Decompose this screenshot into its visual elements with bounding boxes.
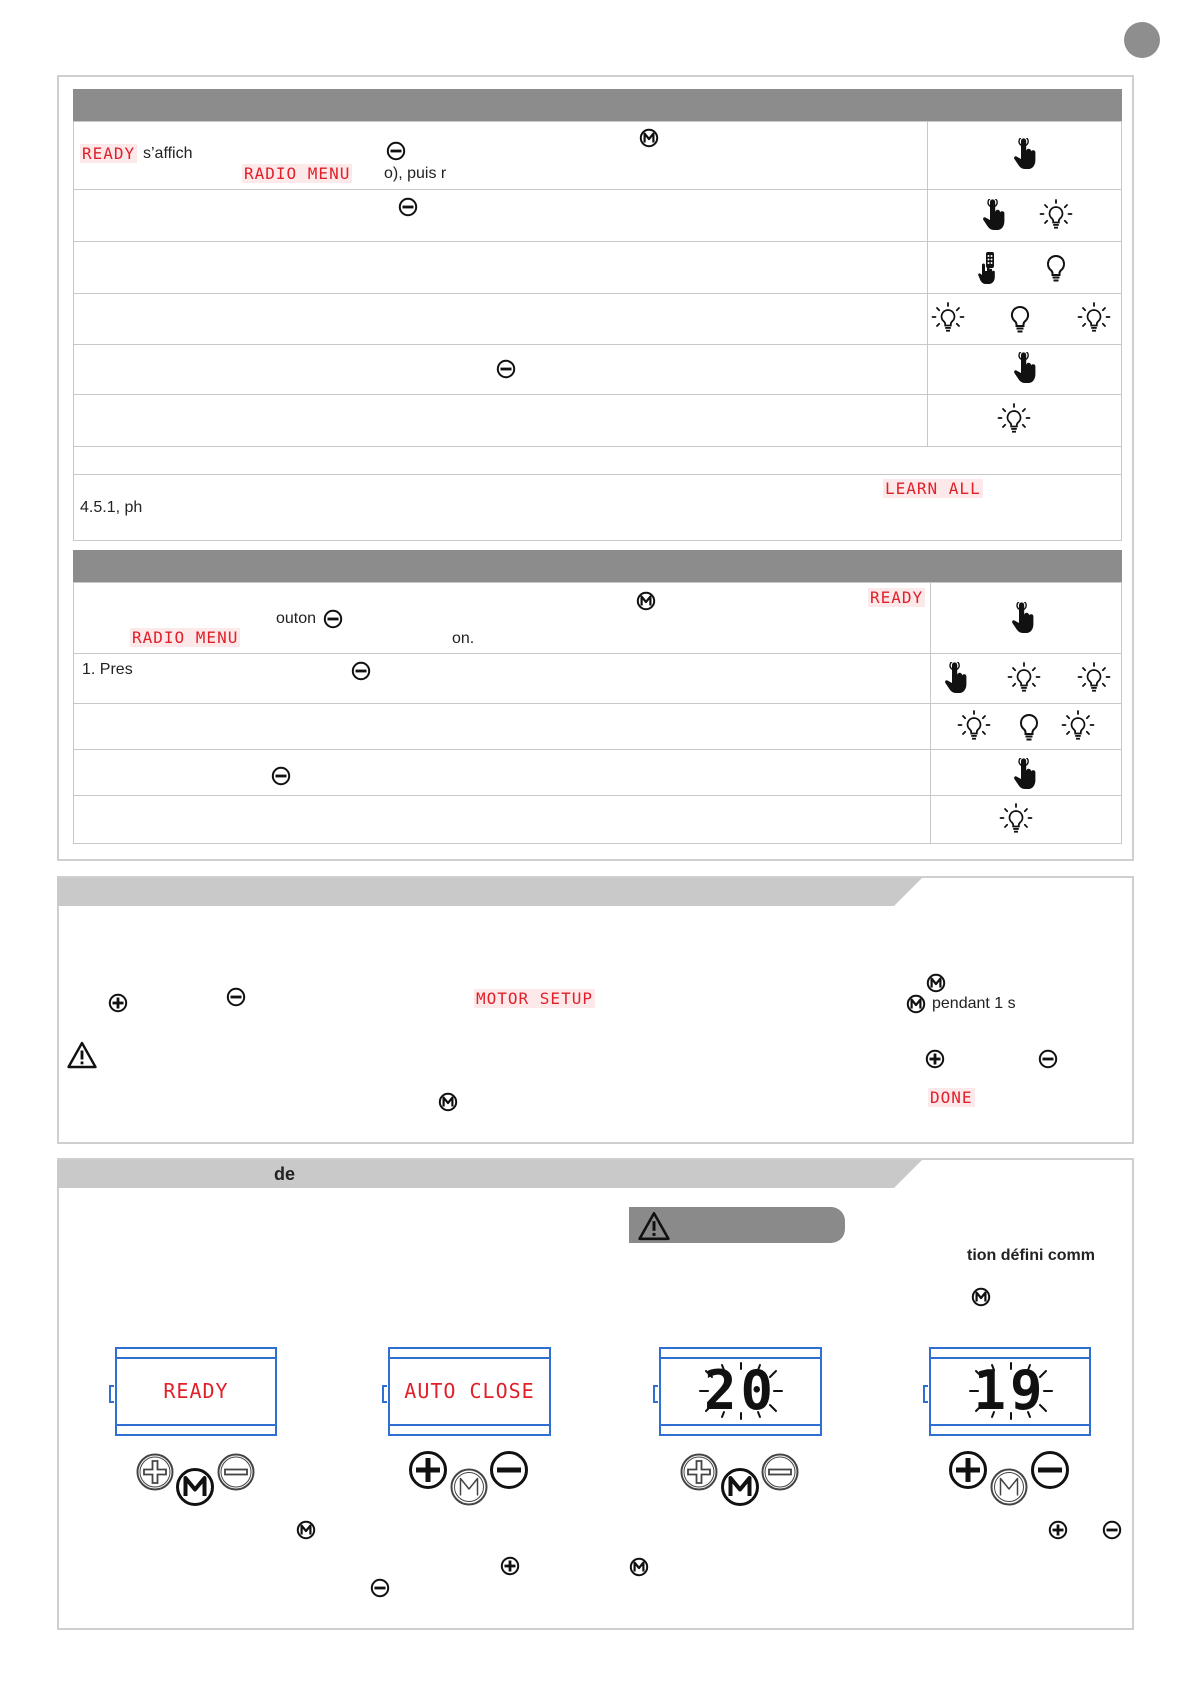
table1-row-line <box>73 293 1122 294</box>
warning-icon <box>67 1041 97 1069</box>
minus-button-icon <box>1038 1049 1058 1069</box>
table1-row-1-text-2: o), puis r <box>384 165 447 182</box>
m-button-icon <box>989 1467 1029 1507</box>
auto-close-tab <box>57 1160 922 1188</box>
display-radio-menu: RADIO MENU <box>132 628 239 647</box>
display-ready: READY <box>870 588 924 607</box>
lamp-on-icon <box>999 803 1033 837</box>
display-done: DONE <box>930 1088 973 1107</box>
table1-header-band <box>73 89 1122 121</box>
display-motor-setup: MOTOR SETUP <box>476 989 593 1008</box>
pointing-hand-icon <box>1013 138 1037 172</box>
lamp-off-icon <box>1003 302 1037 336</box>
lamp-on-icon <box>1077 662 1111 696</box>
table1-row-line <box>73 241 1122 242</box>
lamp-on-icon <box>1007 662 1041 696</box>
lamp-on-icon <box>931 302 965 336</box>
display-radio-menu: RADIO MENU <box>244 164 351 183</box>
table1-row-line <box>73 189 1122 190</box>
table1-row-line <box>73 394 1122 395</box>
plus-button-icon <box>1048 1520 1068 1540</box>
plus-button-icon <box>500 1556 520 1576</box>
pointing-hand-icon <box>944 662 968 696</box>
display-panel-ready <box>115 1347 277 1436</box>
minus-button-icon <box>386 141 406 161</box>
table2-row-1-text-2: on. <box>452 630 475 647</box>
pointing-hand-icon <box>1011 602 1035 636</box>
panel-display-text: AUTO CLOSE <box>404 1379 535 1403</box>
plus-button-icon <box>108 993 128 1013</box>
m-button-icon <box>449 1467 489 1507</box>
display-ready: READY <box>82 144 136 163</box>
table2-row-line <box>73 653 1122 654</box>
pointing-hand-icon <box>1013 758 1037 792</box>
m-button-icon <box>296 1520 316 1540</box>
table1-row-line <box>73 446 1122 447</box>
minus-button-icon <box>370 1578 390 1598</box>
minus-button-icon <box>1030 1450 1070 1490</box>
table2-row-2-text: 1. Pres <box>82 661 133 678</box>
minus-button-icon <box>489 1450 529 1490</box>
plus-button-icon <box>925 1049 945 1069</box>
m-button-icon <box>175 1467 215 1507</box>
m-button-icon <box>906 994 926 1014</box>
panel-display-digits: 19 <box>973 1359 1047 1422</box>
warning-icon <box>638 1211 670 1241</box>
minus-button-icon <box>226 987 246 1007</box>
table2-row-line <box>73 749 1122 750</box>
table2-row-line <box>73 703 1122 704</box>
table1-row-line <box>73 344 1122 345</box>
m-button-icon <box>971 1287 991 1307</box>
m-button-icon <box>438 1092 458 1112</box>
m-button-icon <box>720 1467 760 1507</box>
m-button-icon <box>629 1557 649 1577</box>
panel-display-digits: 20 <box>703 1359 778 1422</box>
table1-column-divider <box>927 121 928 446</box>
lamp-on-icon <box>957 710 991 744</box>
plus-button-icon <box>408 1450 448 1490</box>
m-button-icon <box>636 591 656 611</box>
display-panel-20 <box>659 1347 822 1436</box>
minus-button-icon <box>1102 1520 1122 1540</box>
plus-button-icon <box>948 1450 988 1490</box>
panel-display-text: READY <box>163 1379 229 1403</box>
lamp-off-icon <box>1012 710 1046 744</box>
display-panel-19 <box>929 1347 1091 1436</box>
auto-close-tab-text: de <box>274 1164 296 1184</box>
minus-button-icon <box>496 359 516 379</box>
lamp-on-icon <box>1061 710 1095 744</box>
display-learn-all: LEARN ALL <box>885 479 981 498</box>
table2-row-1-text: outon <box>276 610 317 627</box>
m-button-icon <box>639 128 659 148</box>
plus-button-icon <box>135 1452 175 1492</box>
table2-row-line <box>73 795 1122 796</box>
table1-row-1 <box>80 144 137 164</box>
minus-button-icon <box>323 609 343 629</box>
minus-button-icon <box>398 197 418 217</box>
warning-text: tion défini comm <box>967 1247 1095 1264</box>
table2-column-divider <box>930 582 931 844</box>
pointing-hand-icon <box>1013 352 1037 386</box>
remote-hand-icon <box>977 251 1003 285</box>
motor-setup-tab <box>57 878 922 906</box>
page-number-badge <box>1124 22 1160 58</box>
table1-note-text: 4.5.1, ph <box>80 499 143 516</box>
display-panel-auto-close <box>388 1347 551 1436</box>
minus-button-icon <box>760 1452 800 1492</box>
table2-header-band <box>73 550 1122 582</box>
motor-setup-m-text: pendant 1 s <box>932 995 1016 1012</box>
pointing-hand-icon <box>982 199 1006 233</box>
minus-button-icon <box>351 661 371 681</box>
lamp-on-icon <box>1077 302 1111 336</box>
lamp-on-icon <box>997 403 1031 437</box>
table1-row-line <box>73 474 1122 475</box>
minus-button-icon <box>216 1452 256 1492</box>
lamp-off-icon <box>1039 251 1073 285</box>
plus-button-icon <box>679 1452 719 1492</box>
lamp-on-icon <box>1039 199 1073 233</box>
m-button-icon <box>926 973 946 993</box>
table1-row-1-text: s’affich <box>143 145 193 162</box>
minus-button-icon <box>271 766 291 786</box>
